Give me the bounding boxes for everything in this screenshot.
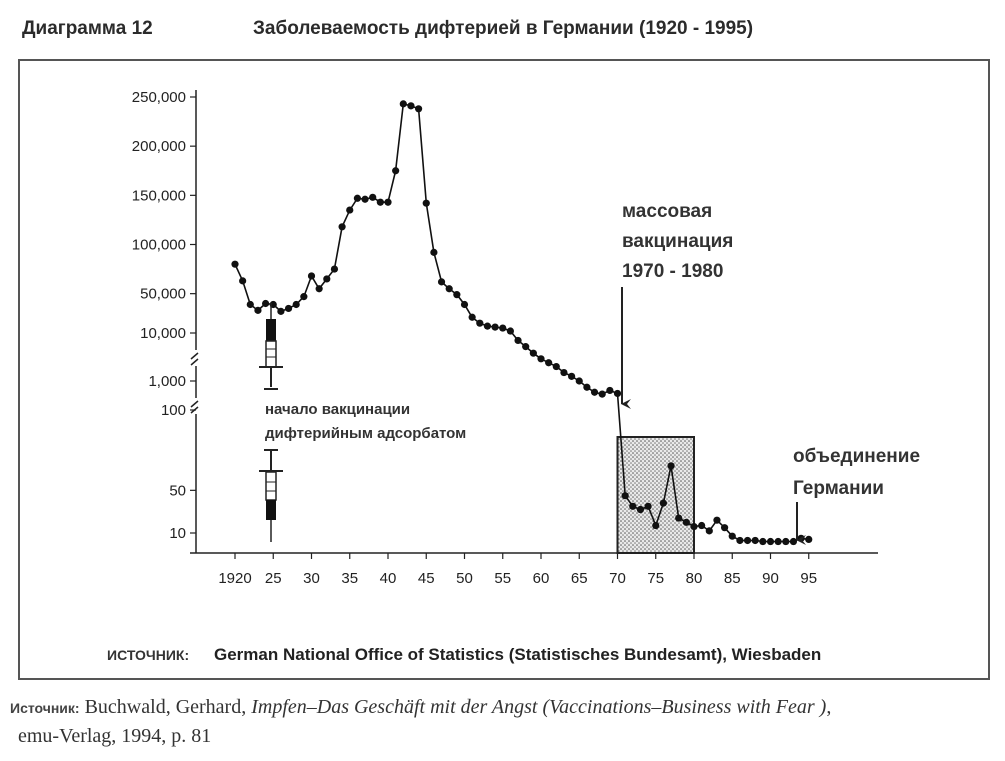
vaccination-start-line2: дифтерийным адсорбатом	[265, 425, 467, 442]
y-tick	[140, 325, 196, 342]
x-tick	[303, 553, 320, 587]
data-point	[331, 265, 338, 272]
y-tick-label: 100,000	[131, 236, 186, 254]
x-tick-label: 85	[723, 570, 741, 587]
x-tick-label: 95	[800, 570, 818, 587]
y-tick-label: 200,000	[131, 138, 186, 156]
y-tick-label: 50	[169, 482, 186, 500]
data-point	[553, 363, 560, 370]
data-point	[339, 223, 346, 230]
data-point	[537, 355, 544, 362]
data-point	[683, 519, 690, 526]
syringe-top-icon	[259, 303, 283, 389]
data-point	[369, 194, 376, 201]
data-point	[316, 285, 323, 292]
x-tick	[609, 553, 626, 587]
data-point	[323, 275, 330, 282]
x-tick-label: 35	[341, 570, 359, 587]
data-point	[469, 314, 476, 321]
data-point	[492, 324, 499, 331]
data-point	[446, 285, 453, 292]
data-point	[545, 359, 552, 366]
x-tick	[762, 553, 779, 587]
data-point	[354, 195, 361, 202]
footer-publisher: emu-Verlag, 1994, p. 81	[18, 725, 212, 747]
y-tick	[132, 89, 196, 106]
data-point	[729, 533, 736, 540]
data-point	[308, 272, 315, 279]
x-tick-label: 90	[762, 570, 779, 587]
data-point	[667, 462, 674, 469]
data-point	[583, 384, 590, 391]
data-point	[285, 305, 292, 312]
x-tick	[647, 553, 664, 587]
source-note-label: ИСТОЧНИК:	[107, 647, 190, 663]
data-point	[759, 538, 766, 545]
x-tick-label: 50	[456, 570, 473, 587]
data-point	[576, 377, 583, 384]
axis-break-icon-1	[191, 401, 198, 413]
x-tick	[724, 553, 741, 587]
data-point	[239, 277, 246, 284]
x-tick	[341, 553, 358, 587]
data-point	[384, 199, 391, 206]
reunification-line1: объединение	[793, 446, 921, 467]
data-point	[377, 199, 384, 206]
data-point	[392, 167, 399, 174]
data-point	[400, 100, 407, 107]
data-point	[675, 514, 682, 521]
mass-vaccination-period	[618, 437, 695, 553]
source-note-text: German National Office of Statistics (Statistisches Bundesamt), Wiesbaden	[214, 645, 822, 664]
data-point	[752, 537, 759, 544]
data-point	[591, 389, 598, 396]
y-tick	[148, 373, 196, 390]
data-point	[231, 261, 238, 268]
x-tick-label: 45	[417, 570, 435, 587]
data-point	[430, 249, 437, 256]
y-tick	[140, 286, 196, 303]
data-point	[645, 503, 652, 510]
data-point	[438, 278, 445, 285]
footer-book-title: Impfen–Das Geschäft mit der Angst (Vaccinations–Business with Fear )	[251, 696, 827, 718]
vaccination-start-line1: начало вакцинации	[265, 401, 411, 418]
data-point	[614, 390, 621, 397]
y-tick	[161, 402, 196, 419]
footer-citation	[10, 696, 831, 719]
x-tick-label: 70	[609, 570, 626, 587]
data-point	[300, 293, 307, 300]
data-point	[507, 327, 514, 334]
series-line	[235, 104, 809, 542]
mass-vaccination-line2: вакцинация	[622, 231, 734, 252]
mass-vaccination-line3: 1970 - 1980	[622, 261, 724, 282]
data-point	[277, 308, 284, 315]
x-tick-label: 80	[685, 570, 703, 587]
x-tick-label: 25	[264, 570, 282, 587]
x-tick	[494, 553, 511, 587]
y-tick	[132, 237, 196, 254]
data-point	[568, 373, 575, 380]
x-tick	[265, 553, 282, 587]
data-point	[254, 307, 261, 314]
axis-break-icon-0	[191, 353, 198, 365]
x-tick	[571, 553, 588, 587]
data-point	[690, 523, 697, 530]
data-point	[407, 102, 414, 109]
x-tick-label: 40	[379, 570, 397, 587]
y-axis	[132, 89, 198, 553]
data-point	[775, 538, 782, 545]
data-point	[530, 350, 537, 357]
data-point	[721, 524, 728, 531]
data-point	[706, 527, 713, 534]
data-point	[713, 517, 720, 524]
syringe-bottom-icon	[259, 450, 283, 542]
data-point	[423, 200, 430, 207]
y-tick	[132, 187, 196, 204]
data-point	[484, 323, 491, 330]
x-tick	[418, 553, 435, 587]
data-point	[622, 492, 629, 499]
footer-source-label: Источник:	[10, 700, 80, 716]
reunification-line2: Германии	[793, 478, 884, 499]
footer-comma: ,	[826, 696, 832, 718]
x-tick-label: 55	[494, 570, 512, 587]
x-tick	[533, 553, 550, 587]
data-point	[744, 537, 751, 544]
y-tick-label: 10	[169, 525, 186, 542]
y-tick-label: 150,000	[131, 187, 186, 205]
data-point	[247, 301, 254, 308]
x-tick-label: 60	[532, 570, 550, 587]
x-tick-label: 1920	[218, 570, 252, 587]
data-point	[790, 538, 797, 545]
y-tick-label: 50,000	[140, 285, 186, 303]
data-point	[798, 535, 805, 542]
data-point	[736, 537, 743, 544]
data-point	[499, 324, 506, 331]
data-point	[698, 522, 705, 529]
y-tick	[169, 525, 196, 542]
x-tick	[686, 553, 703, 587]
x-tick-label: 65	[570, 570, 588, 587]
data-point	[652, 522, 659, 529]
x-tick	[218, 553, 251, 587]
data-point	[453, 291, 460, 298]
data-point	[606, 387, 613, 394]
data-point	[782, 538, 789, 545]
data-point	[560, 369, 567, 376]
series-diphtheria	[231, 100, 812, 545]
data-point	[629, 503, 636, 510]
x-tick	[800, 553, 817, 587]
data-point	[637, 506, 644, 513]
data-point	[476, 320, 483, 327]
data-point	[293, 301, 300, 308]
mass-vaccination-line1: массовая	[622, 201, 713, 222]
data-point	[767, 538, 774, 545]
y-tick-label: 10,000	[140, 325, 186, 342]
y-tick-label: 1,000	[148, 373, 186, 390]
data-point	[262, 300, 269, 307]
x-tick	[456, 553, 473, 587]
data-point	[599, 390, 606, 397]
data-point	[461, 301, 468, 308]
data-point	[415, 105, 422, 112]
x-tick-label: 30	[303, 570, 320, 587]
data-point	[805, 536, 812, 543]
y-tick-label: 100	[160, 402, 186, 419]
data-point	[660, 500, 667, 507]
x-tick-label: 75	[647, 570, 665, 587]
y-tick	[132, 138, 196, 155]
data-point	[346, 206, 353, 213]
data-point	[514, 337, 521, 344]
x-tick	[380, 553, 397, 587]
figure-label: Диаграмма 12	[22, 18, 153, 39]
data-point	[361, 196, 368, 203]
chart-title: Заболеваемость дифтерией в Германии (1920 - 1995)	[253, 18, 754, 39]
footer-author: Buchwald, Gerhard,	[84, 696, 247, 718]
x-axis	[190, 553, 878, 587]
data-point	[522, 343, 529, 350]
y-tick-label: 250,000	[131, 89, 186, 106]
y-tick	[169, 482, 196, 499]
